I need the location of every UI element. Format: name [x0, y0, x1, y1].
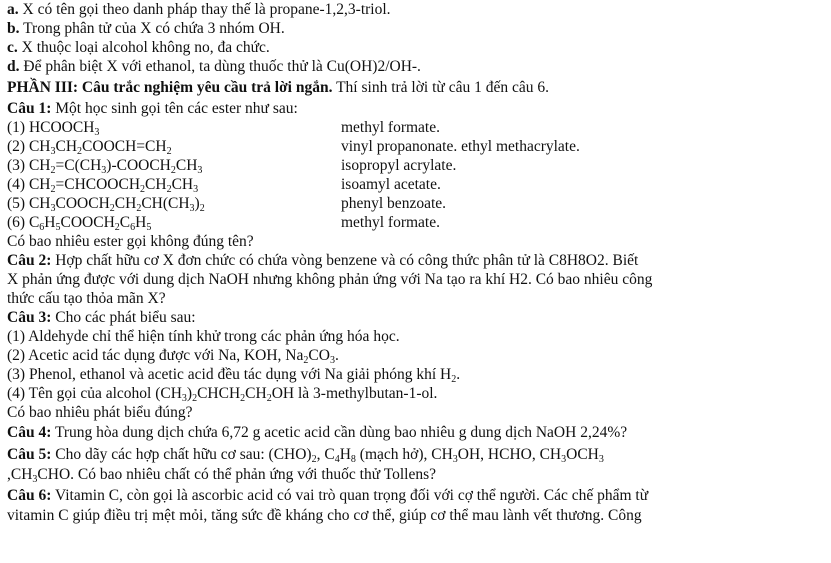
q3-question: Có bao nhiêu phát biểu đúng? — [7, 404, 193, 421]
q3-header: Câu 3: Cho các phát biểu sau: — [7, 309, 196, 326]
q1-item-4: (4) $CH_2=CHCOOCH_2CH_2CH_3$ isoamyl acetate. — [7, 176, 441, 195]
q1-item-2: (2) $CH_3CH_2COOCH=CH_2$ vinyl propanonate. ethyl methacrylate. — [7, 138, 580, 157]
q3-statement-2: (2) Acetic acid tác dụng được với Na, KOH, $Na_2CO_3$. — [7, 347, 339, 366]
q6-line-2: vitamin C giúp điều trị mệt mỏi, tăng sức đề kháng cho cơ thể, giúp cơ thể mau lành vết thương. Công — [7, 507, 642, 524]
q2-line-1: Câu 2: Hợp chất hữu cơ X đơn chức có chứa vòng benzene và có công thức phân tử là C8H8O2. Biết — [7, 252, 639, 269]
q2-line-2: X phản ứng được với dung dịch NaOH nhưng không phản ứng với Na tạo ra khí H2. Có bao nhiêu công — [7, 271, 653, 288]
q6-line-1: Câu 6: Vitamin C, còn gọi là ascorbic acid có vai trò quan trọng đối với cợ thể người. Các chế phẩm từ — [7, 487, 649, 504]
q4: Câu 4: Trung hòa dung dịch chứa 6,72 g acetic acid cần dùng bao nhiêu g dung dịch NaOH 2,24%? — [7, 424, 628, 441]
statement-c: c. X thuộc loại alcohol không no, đa chức. — [7, 39, 270, 56]
q2-line-3: thức cấu tạo thỏa mãn X? — [7, 290, 166, 307]
statement-a: a. X có tên gọi theo danh pháp thay thế là propane-1,2,3-triol. — [7, 1, 391, 18]
part3-heading: PHẦN III: Câu trắc nghiệm yêu cầu trả lời ngắn. Thí sinh trả lời từ câu 1 đến câu 6. — [7, 79, 549, 96]
statement-d: d. Để phân biệt X với ethanol, ta dùng thuốc thử là Cu(OH)2/OH-. — [7, 58, 421, 75]
q1-item-1: (1) $HCOOCH_3$ methyl formate. — [7, 119, 440, 138]
statement-b: b. Trong phân tử của X có chứa 3 nhóm OH. — [7, 20, 285, 37]
q5-line-2: $,CH_3CHO$. Có bao nhiêu chất có thể phản ứng với thuốc thử Tollens? — [7, 466, 436, 485]
q5-line-1: Câu 5: Cho dãy các hợp chất hữu cơ sau: $(CHO)_2$, $C_4H_8$ (mạch hở), $CH_3OH$, HCHO, $CH_3OCH_3$ — [7, 446, 604, 465]
q1-header: Câu 1: Một học sinh gọi tên các ester như sau: — [7, 100, 298, 117]
q1-item-6: (6) $C_6H_5COOCH_2C_6H_5$ methyl formate. — [7, 214, 440, 233]
q3-statement-4: (4) Tên gọi của alcohol $(CH_3)_2CHCH_2CH_2OH$ là 3-methylbutan-1-ol. — [7, 385, 438, 404]
q1-item-3: (3) $CH_2=C(CH_3)-COOCH_2CH_3$ isopropyl acrylate. — [7, 157, 457, 176]
q1-question: Có bao nhiêu ester gọi không đúng tên? — [7, 233, 254, 250]
q1-item-5: (5) $CH_3COOCH_2CH_2CH(CH_3)_2$ phenyl benzoate. — [7, 195, 447, 214]
q3-statement-3: (3) Phenol, ethanol và acetic acid đều tác dụng với Na giải phóng khí $H_2$. — [7, 366, 461, 385]
q3-statement-1: (1) Aldehyde chỉ thể hiện tính khử trong các phản ứng hóa học. — [7, 328, 400, 345]
